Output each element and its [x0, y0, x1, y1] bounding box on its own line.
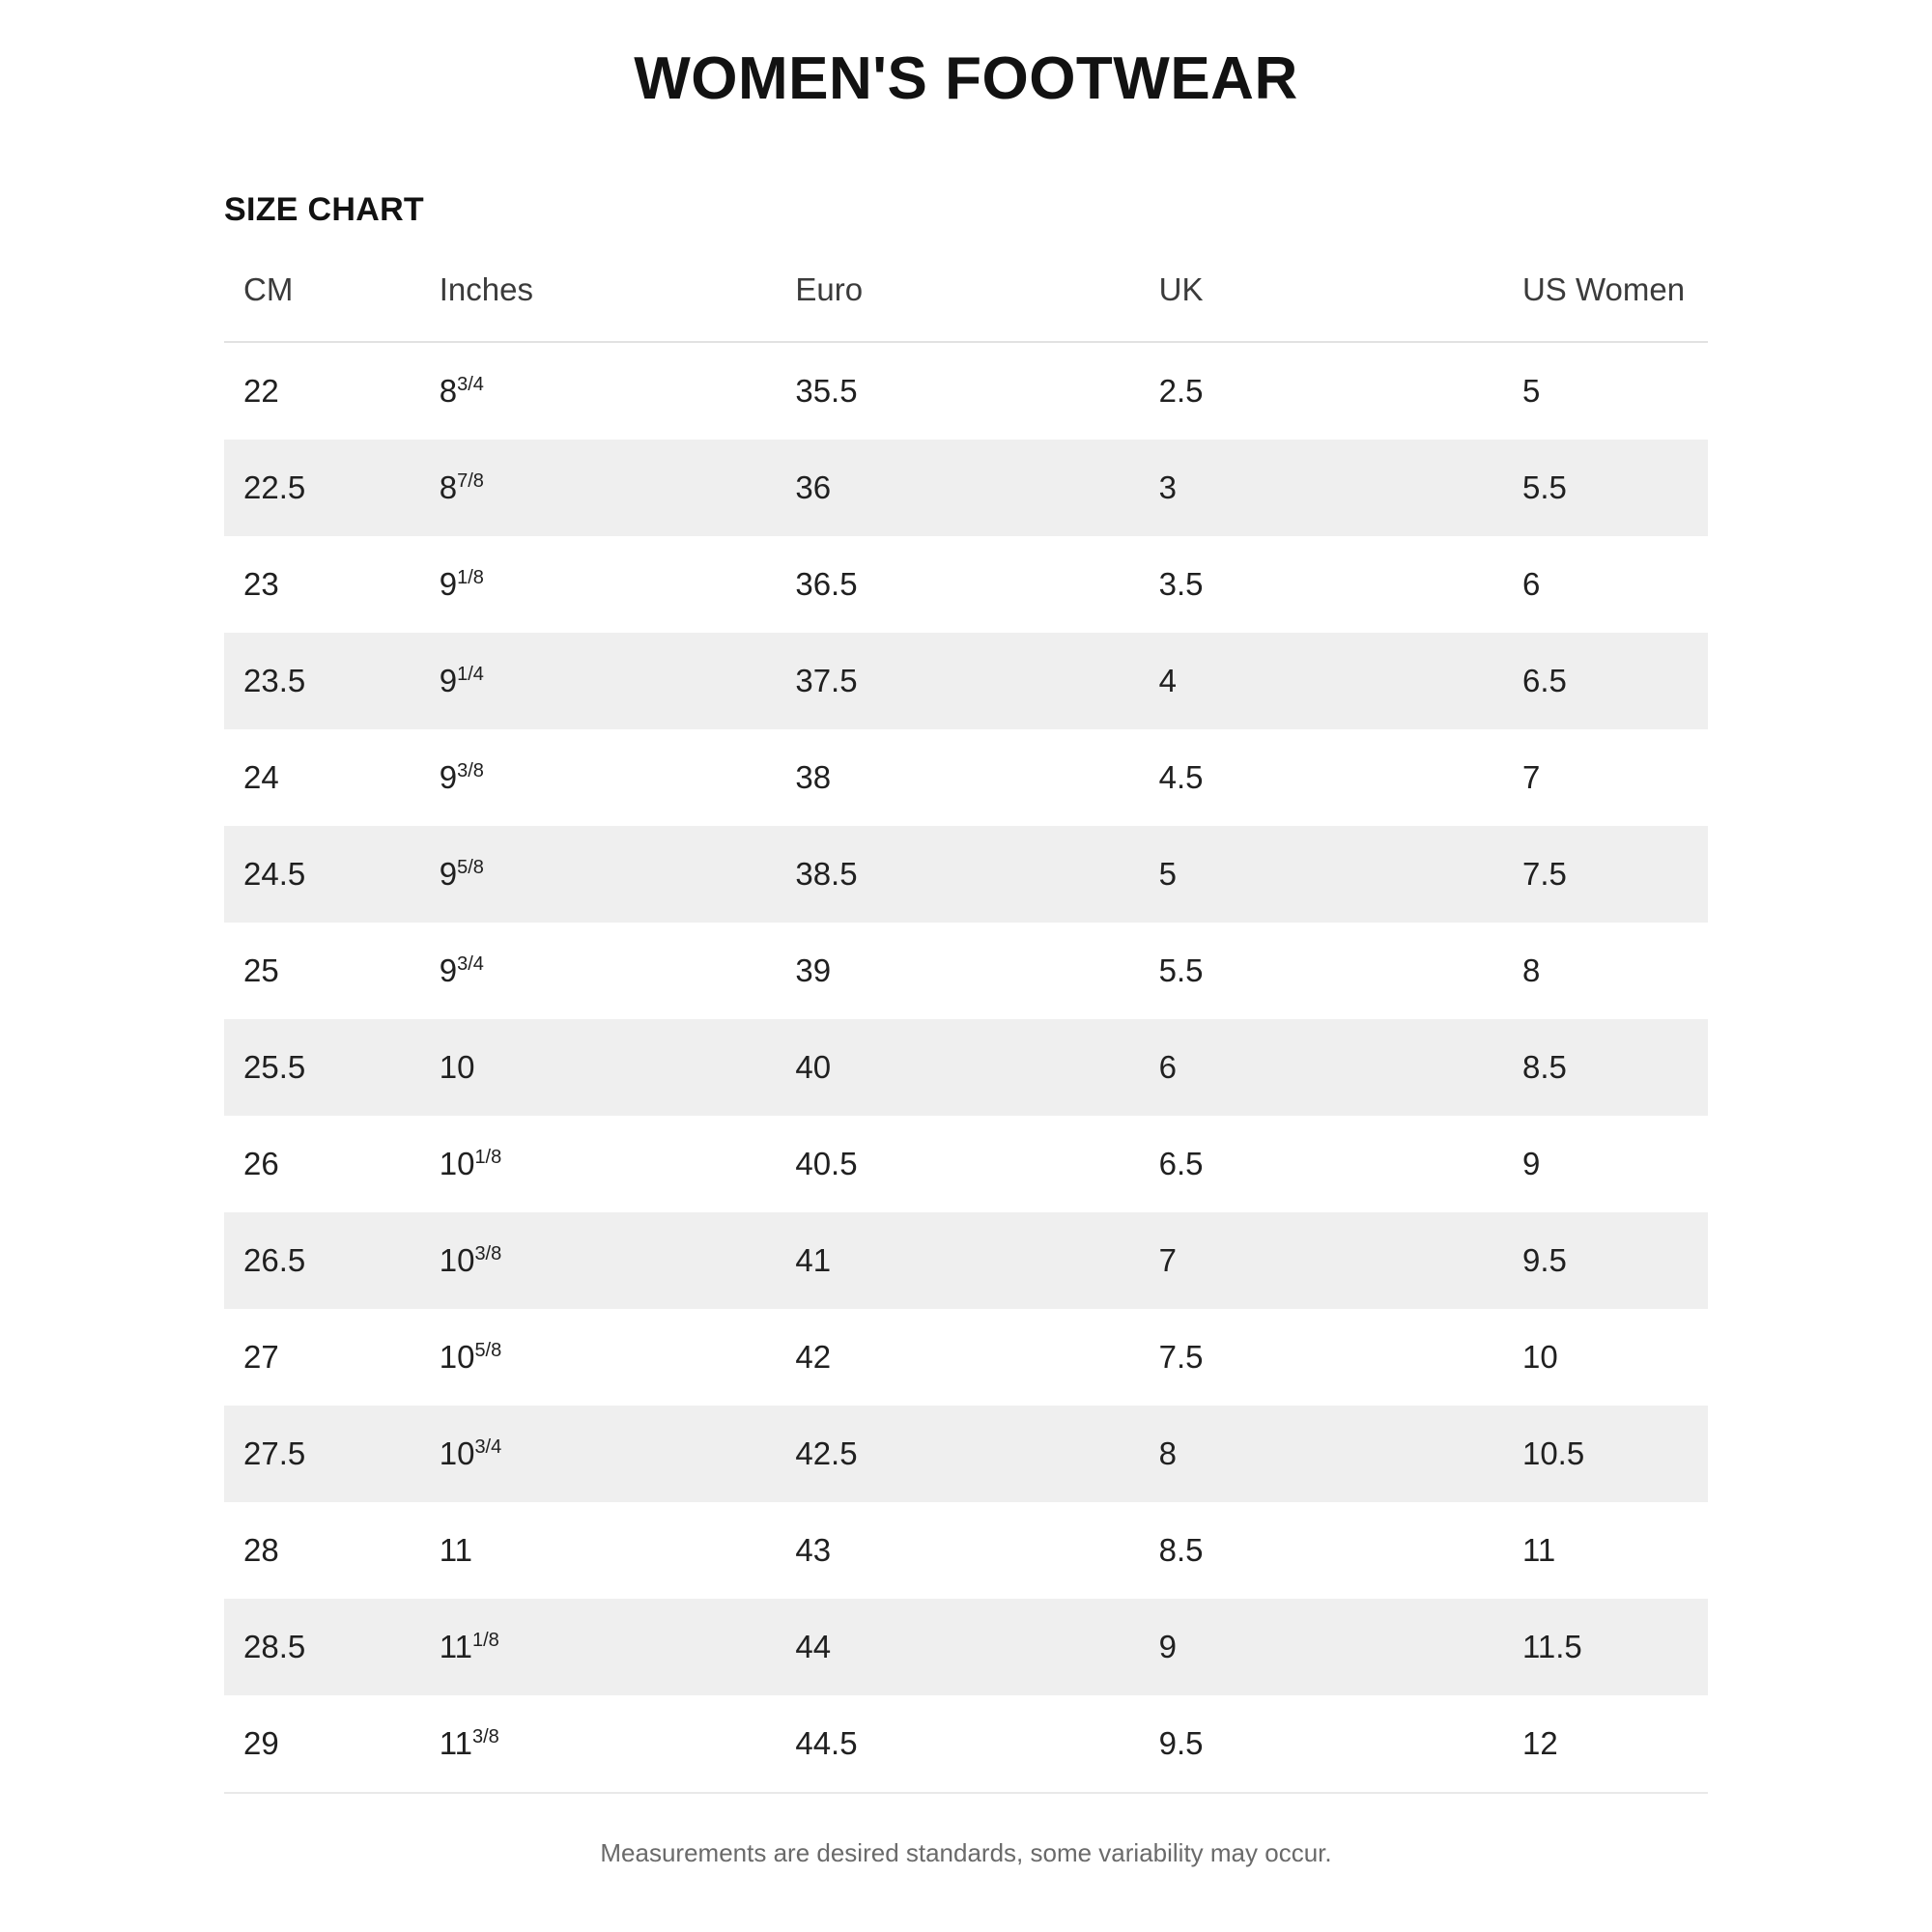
inches-fraction: 1/8: [471, 1630, 499, 1652]
table-row: [224, 1212, 1708, 1309]
cell-uk: 6: [1158, 1049, 1178, 1086]
cell-uk: 5.5: [1158, 952, 1204, 989]
cell-cm: 23.5: [243, 663, 306, 699]
cell-euro: 38: [795, 759, 832, 796]
table-header: [224, 271, 1708, 342]
table-row: [224, 633, 1708, 729]
cell-us-women: 7.5: [1521, 856, 1567, 893]
column-header-inches: Inches: [440, 271, 796, 342]
cell-uk: 2.5: [1158, 373, 1204, 410]
inches-fraction: 1/8: [474, 1147, 502, 1169]
cell-euro: 36: [795, 469, 832, 506]
inches-whole: 11: [439, 1725, 472, 1762]
cell-uk: 4.5: [1158, 759, 1204, 796]
inches-fraction: 3/4: [457, 953, 484, 976]
cell-us-women: 8.5: [1521, 1049, 1567, 1086]
cell-inches: [440, 1309, 796, 1406]
cell-euro: 42.5: [795, 1435, 858, 1472]
cell-cm: 26.5: [243, 1242, 306, 1279]
cell-cm: 29: [224, 1695, 440, 1793]
cell-us-women: 9.5: [1521, 1242, 1567, 1279]
cell-uk: 8.5: [1158, 1532, 1204, 1569]
cell-inches: [440, 1019, 796, 1116]
cell-cm: 28: [243, 1532, 279, 1569]
table-row: [224, 1309, 1708, 1406]
cell-cm: 24: [243, 759, 279, 796]
inches-fraction: 3/4: [474, 1436, 502, 1459]
cell-inches: [440, 729, 796, 826]
cell-us-women: 6: [1521, 566, 1541, 603]
cell-euro: 42: [795, 1339, 832, 1376]
cell-inches: [440, 923, 796, 1019]
footnote: Measurements are desired standards, some variability may occur.: [600, 1838, 1332, 1868]
cell-inches: [440, 826, 796, 923]
column-header-us-women: US Women: [1522, 271, 1708, 342]
table-row: [224, 923, 1708, 1019]
cell-uk: 8: [1158, 1435, 1178, 1472]
cell-uk: 3.5: [1158, 566, 1204, 603]
cell-us-women: 11.5: [1521, 1629, 1582, 1665]
cell-us-women: 10.5: [1521, 1435, 1585, 1472]
cell-us-women: 10: [1521, 1339, 1558, 1376]
table-row: [224, 1599, 1708, 1695]
cell-uk: 9.5: [1159, 1695, 1522, 1793]
cell-us-women: 12: [1522, 1695, 1708, 1793]
inches-fraction: 3/4: [457, 374, 484, 396]
cell-inches: [440, 1212, 796, 1309]
cell-euro: 35.5: [795, 373, 858, 410]
inches-whole: 11: [439, 1532, 472, 1569]
cell-uk: 5: [1158, 856, 1178, 893]
inches-whole: 10: [439, 1435, 475, 1472]
cell-us-women: 5: [1521, 373, 1541, 410]
cell-us-women: 7: [1521, 759, 1541, 796]
cell-cm: 28.5: [243, 1629, 306, 1665]
cell-us-women: 8: [1521, 952, 1541, 989]
inches-whole: 10: [439, 1242, 475, 1279]
cell-inches: [440, 1406, 796, 1502]
section-heading: SIZE CHART: [224, 191, 424, 229]
cell-uk: 4: [1158, 663, 1178, 699]
column-header-cm: CM: [224, 271, 440, 342]
inches-fraction: 1/8: [457, 567, 484, 589]
cell-inches: [440, 440, 796, 536]
cell-euro: 41: [795, 1242, 832, 1279]
inches-fraction: 5/8: [474, 1340, 502, 1362]
table-body: [224, 342, 1708, 1793]
cell-inches: [440, 342, 796, 440]
cell-euro: 44.5: [795, 1695, 1158, 1793]
cell-euro: 36.5: [795, 566, 858, 603]
table-row: [224, 536, 1708, 633]
inches-whole: 10: [439, 1146, 475, 1182]
cell-inches: [440, 1502, 796, 1599]
cell-cm: 23: [243, 566, 279, 603]
table-row: [224, 1116, 1708, 1212]
cell-us-women: 9: [1521, 1146, 1541, 1182]
table-row: [224, 729, 1708, 826]
inches-fraction: 7/8: [457, 470, 484, 493]
cell-inches: [440, 633, 796, 729]
inches-whole: 9: [439, 952, 458, 989]
table-row: [224, 1406, 1708, 1502]
table-row: [224, 342, 1708, 440]
cell-euro: 44: [795, 1629, 832, 1665]
cell-euro: 40.5: [795, 1146, 858, 1182]
cell-cm: 25: [243, 952, 279, 989]
size-chart-table: [224, 271, 1708, 1794]
inches-whole: 8: [439, 469, 458, 506]
inches-whole: 8: [439, 373, 458, 410]
column-header-uk: UK: [1159, 271, 1522, 342]
page-title: WOMEN'S FOOTWEAR: [634, 45, 1298, 112]
cell-inches: [440, 1599, 796, 1695]
cell-inches: [440, 1695, 796, 1793]
table-row: [224, 1502, 1708, 1599]
inches-whole: 9: [439, 856, 458, 893]
table-row: [224, 440, 1708, 536]
inches-whole: 9: [439, 663, 458, 699]
inches-whole: 9: [439, 759, 458, 796]
cell-cm: 26: [243, 1146, 279, 1182]
cell-cm: 24.5: [243, 856, 306, 893]
size-table-container: [0, 271, 1932, 1868]
cell-cm: 27.5: [243, 1435, 306, 1472]
cell-uk: 3: [1158, 469, 1178, 506]
inches-fraction: 3/8: [474, 1243, 502, 1265]
cell-uk: 9: [1158, 1629, 1178, 1665]
cell-cm: 25.5: [243, 1049, 306, 1086]
inches-fraction: 1/4: [457, 664, 484, 686]
inches-whole: 10: [439, 1339, 475, 1376]
cell-cm: 27: [243, 1339, 279, 1376]
cell-euro: 37.5: [795, 663, 858, 699]
inches-fraction: 5/8: [457, 857, 484, 879]
table-row: [224, 826, 1708, 923]
inches-whole: 10: [439, 1049, 475, 1086]
cell-euro: 38.5: [795, 856, 858, 893]
cell-cm: 22.5: [243, 469, 306, 506]
inches-fraction: 3/8: [471, 1726, 499, 1748]
inches-whole: 9: [439, 566, 458, 603]
cell-uk: 6.5: [1158, 1146, 1204, 1182]
cell-uk: 7.5: [1158, 1339, 1204, 1376]
table-header-row: [224, 271, 1708, 342]
inches-fraction: 3/8: [457, 760, 484, 782]
cell-euro: 43: [795, 1532, 832, 1569]
cell-uk: 7: [1158, 1242, 1178, 1279]
cell-inches: [440, 536, 796, 633]
column-header-euro: Euro: [795, 271, 1158, 342]
cell-euro: 39: [795, 952, 832, 989]
cell-us-women: 5.5: [1521, 469, 1567, 506]
inches-whole: 11: [439, 1629, 472, 1665]
cell-cm: 22: [243, 373, 279, 410]
table-row: [224, 1019, 1708, 1116]
cell-euro: 40: [795, 1049, 832, 1086]
cell-us-women: 6.5: [1521, 663, 1567, 699]
cell-inches: [440, 1116, 796, 1212]
table-row: [224, 1695, 1708, 1793]
cell-us-women: 11: [1521, 1532, 1556, 1569]
